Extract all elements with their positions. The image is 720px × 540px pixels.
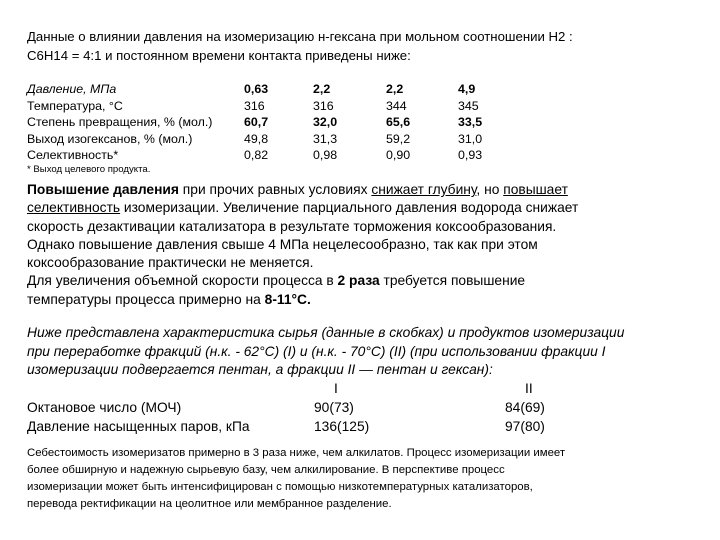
table-column-1: [244, 81, 268, 164]
paragraph-line: изомеризации может быть интенсифицирован с помощью низкотемпературных катализаторов,: [27, 481, 533, 493]
text-span: требуется повышение: [379, 273, 526, 289]
table-cell: 2,2: [313, 82, 331, 96]
comparison-cell: 136(125): [314, 419, 370, 434]
comparison-cell: 97(80): [505, 419, 545, 434]
paragraph-line: [27, 181, 578, 199]
emphasis-text: 2 раза: [337, 273, 380, 289]
pressure-paragraph: [27, 181, 578, 309]
paragraph-line: [27, 272, 578, 290]
underlined-text: повышает: [503, 182, 568, 197]
table-cell: 345: [458, 98, 479, 113]
column-header-II: II: [525, 381, 533, 396]
table-cell: 0,90: [386, 148, 411, 163]
paragraph-line: более обширную и надежную сырьевую базу, чем алкилирование. В перспективе процесс: [27, 464, 505, 476]
table-cell: 33,5: [458, 115, 483, 130]
paragraph-line: [27, 291, 578, 309]
row-label-temperature: Температура, °С: [27, 98, 123, 113]
paragraph-line: перевода ректификации на цеолитное или мембранное разделение.: [27, 498, 392, 510]
table-cell: 65,6: [386, 115, 411, 130]
table-cell: 59,2: [386, 131, 411, 146]
row-label-conversion: Степень превращения, % (мол.): [27, 115, 213, 130]
comparison-row-label: Октановое число (МОЧ): [27, 400, 182, 415]
table-label-column: [27, 81, 212, 164]
table-cell: 49,8: [244, 131, 269, 146]
table-footnote: * Выход целевого продукта.: [27, 164, 151, 175]
text-span: , но: [476, 182, 504, 197]
row-label-selectivity: Селективность*: [27, 148, 119, 163]
table-cell: 0,93: [458, 148, 483, 163]
underlined-text: снижает глубину: [371, 182, 477, 197]
cost-paragraph: [27, 445, 565, 513]
emphasis-text: 8-11°С.: [264, 291, 311, 307]
paragraph-line: Ниже представлена характеристика сырья (данные в скобках) и продуктов изомеризации: [27, 325, 625, 340]
table-cell: 316: [244, 98, 265, 113]
table-cell: 4,9: [458, 82, 476, 96]
paragraph-line: изомеризации подвергается пентан, а фракции II — пентан и гексан):: [27, 362, 493, 378]
table-cell: 2,2: [386, 82, 404, 96]
comparison-cell: 90(73): [314, 400, 354, 415]
text-span: Для увеличения объемной скорости процесса в: [27, 273, 338, 289]
table-cell: 32,0: [313, 115, 338, 130]
intro-paragraph: [27, 27, 573, 65]
paragraph-line: Однако повышение давления свыше 4 МПа нецелесообразно, так как при этом: [27, 236, 538, 252]
table-cell: 31,0: [458, 131, 483, 146]
row-label-yield: Выход изогексанов, % (мол.): [27, 131, 193, 146]
paragraph-line: [27, 199, 578, 217]
emphasis-text: Повышение давления: [27, 182, 179, 197]
table-cell: 344: [386, 98, 407, 113]
feedstock-paragraph: [27, 324, 624, 380]
table-cell: 0,63: [244, 82, 269, 96]
paragraph-line: Себестоимость изомеризатов примерно в 3 раза ниже, чем алкилатов. Процесс изомеризации имеет: [27, 447, 566, 459]
text-span: изомеризации. Увеличение парциального давления водорода снижает: [120, 200, 579, 216]
intro-line: С6Н14 = 4:1 и постоянном времени контакта приведены ниже:: [27, 48, 411, 63]
table-cell: 60,7: [244, 115, 269, 130]
column-header-I: I: [334, 381, 338, 396]
table-column-3: [386, 81, 410, 164]
paragraph-line: коксообразование практически не меняется.: [27, 255, 314, 271]
text-span: при прочих равных условиях: [178, 182, 372, 197]
comparison-cell: 84(69): [505, 400, 545, 415]
table-column-2: [313, 81, 337, 164]
table-cell: 31,3: [313, 131, 338, 146]
text-span: температуры процесса примерно на: [27, 291, 265, 307]
intro-line: Данные о влиянии давления на изомеризацию н-гексана при мольном соотношении Н2 :: [27, 29, 573, 44]
paragraph-line: при переработке фракций (н.к. - 62°С) (I) и (н.к. - 70°С) (II) (при использовании фракции I: [27, 343, 606, 359]
table-cell: 316: [313, 98, 334, 113]
table-cell: 0,98: [313, 148, 338, 163]
table-column-4: [458, 81, 482, 164]
row-label-pressure: Давление, МПа: [27, 82, 117, 96]
table-cell: 0,82: [244, 148, 269, 163]
underlined-text: селективность: [27, 200, 121, 216]
comparison-row-label: Давление насыщенных паров, кПа: [27, 419, 250, 434]
paragraph-line: скорость дезактивации катализатора в результате торможения коксообразования.: [27, 218, 557, 234]
